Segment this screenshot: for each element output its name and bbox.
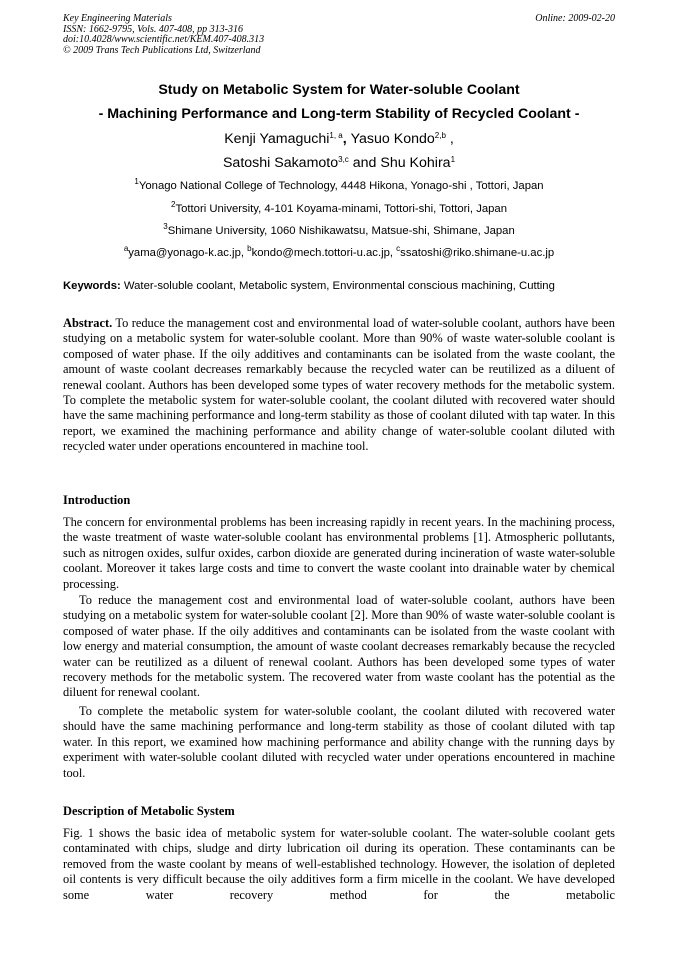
affiliation-sup: 1 bbox=[134, 177, 139, 186]
email-c: ssatoshi@riko.shimane-u.ac.jp bbox=[400, 247, 555, 259]
affiliation-text: Tottori University, 4-101 Koyama-minami, Tottori-shi, Tottori, Japan bbox=[175, 203, 507, 215]
author-name: Kenji Yamaguchi bbox=[224, 131, 330, 147]
keywords bbox=[63, 280, 623, 292]
authors-line-1 bbox=[40, 131, 638, 147]
author-emails bbox=[40, 244, 638, 259]
description-paragraph-1: Fig. 1 shows the basic idea of metabolic system for water-soluble coolant. The water-soluble coolant gets contaminated with chips, sludge and dirty lubrication oil during its operation. These contaminants can be removed from the waste coolant by means of well-established technology. However, the isolation of depleted oil contents is very difficult because the oily additives form a firm micelle in the coolant. We have developed some water recovery method for the metabolic bbox=[63, 826, 615, 902]
author-separator: and bbox=[348, 155, 381, 171]
affiliation-2 bbox=[40, 200, 638, 215]
introduction-paragraph-1: The concern for environmental problems has been increasing rapidly in recent years. In the machining process, the waste treatment of waste water-soluble coolant has environmental problems [1]. Atmospheric pollutants, such as nitrogen oxides, sulfur oxides, carbon dioxide are generated during incineration of waste water-soluble coolant. Moreover it takes large costs and time to convert the waste coolant into drainable water by chemical processing. bbox=[63, 515, 615, 591]
introduction-paragraph-2-text: To reduce the management cost and environmental load of water-soluble coolant, authors have been studying on a metabolic system for water-soluble coolant [2]. More than 90% of waste water-soluble coolant is composed of water phase. If the oily additives and contaminants can be isolated from the waste coolant with low energy and material consumption, the amount of waste coolant decreases remarkably because the recycled water can be reutilized as a diluent of renewal coolant. Authors has been developed some types of water recovery methods for the metabolic system. The recovered water from waste coolant has the potential as the diluent for renewal coolant. bbox=[63, 593, 615, 700]
paper-title: Study on Metabolic System for Water-soluble Coolant bbox=[158, 82, 520, 98]
online-date: Online: 2009-02-20 bbox=[535, 13, 615, 24]
author-affil-sup: 1, a bbox=[329, 131, 343, 140]
author-separator: , bbox=[342, 131, 351, 147]
affiliation-text: Shimane University, 1060 Nishikawatsu, Matsue-shi, Shimane, Japan bbox=[167, 225, 515, 237]
keywords-label: Keywords: bbox=[63, 280, 121, 292]
affiliation-sup: 3 bbox=[163, 222, 168, 231]
introduction-paragraph-3 bbox=[63, 704, 615, 781]
introduction-heading: Introduction bbox=[63, 493, 131, 507]
affiliation-3 bbox=[40, 222, 638, 237]
authors-line-2 bbox=[40, 155, 638, 171]
affiliation-1 bbox=[40, 177, 638, 192]
introduction-paragraph-2 bbox=[63, 593, 615, 701]
description-heading: Description of Metabolic System bbox=[63, 804, 235, 818]
doi-line: doi:10.4028/www.scientific.net/KEM.407-408.313 bbox=[63, 34, 265, 46]
author-affil-sup: 2,b bbox=[434, 131, 446, 140]
email-a: yama@yonago-k.ac.jp, bbox=[128, 247, 248, 259]
author-separator: , bbox=[445, 131, 454, 147]
author-name: Yasuo Kondo bbox=[350, 131, 435, 147]
copyright-line: © 2009 Trans Tech Publications Ltd, Switzerland bbox=[63, 44, 261, 56]
journal-header bbox=[63, 14, 615, 56]
author-name: Shu Kohira bbox=[380, 155, 451, 171]
author-affil-sup: 3,c bbox=[338, 155, 349, 164]
keywords-text: Water-soluble coolant, Metabolic system, Environmental conscious machining, Cutting bbox=[120, 280, 555, 292]
abstract-label: Abstract. bbox=[63, 316, 113, 330]
paper-subtitle: - Machining Performance and Long-term Stability of Recycled Coolant - bbox=[98, 106, 580, 122]
journal-name: Key Engineering Materials bbox=[63, 13, 172, 24]
email-sup: a bbox=[123, 244, 129, 253]
introduction-paragraph-3-text: To complete the metabolic system for water-soluble coolant, the coolant diluted with recovered water should have the same machining performance and long-term stability as those of coolant diluted with tap water. In this report, we examined how machining performance and ability change with the running days by experiment with water-soluble coolant diluted with recycled water under operations encountered in machine tool. bbox=[63, 704, 615, 780]
author-name: Satoshi Sakamoto bbox=[222, 155, 339, 171]
abstract bbox=[63, 316, 615, 455]
email-b: kondo@mech.tottori-u.ac.jp, bbox=[251, 247, 397, 259]
email-sup: b bbox=[247, 244, 252, 253]
issn-line: ISSN: 1662-9795, Vols. 407-408, pp 313-316 bbox=[63, 23, 243, 35]
affiliation-sup: 2 bbox=[171, 200, 176, 209]
email-sup: c bbox=[396, 244, 401, 253]
affiliation-text: Yonago National College of Technology, 4448 Hikona, Yonago-shi , Tottori, Japan bbox=[138, 180, 544, 192]
abstract-text: To reduce the management cost and environmental load of water-soluble coolant, authors have been studying on a metabolic system for water-soluble coolant. More than 90% of waste water-soluble coolant is composed of water phase. If the oily additives and contaminants can be isolated from the waste coolant, the amount of waste coolant decreases remarkably because the recycled water can be reutilized as a diluent of renewal coolant. Authors has been developed some types of water recovery methods for the metabolic system. To complete the metabolic system for water-soluble coolant, the coolant diluted with recovered water should have the same machining performance and long-term stability as those of coolant diluted with tap water. In this report, we examined the machining performance and ability change of water-soluble coolant diluted with recycled water under operations encountered in machine tool. bbox=[63, 316, 615, 454]
author-affil-sup: 1 bbox=[450, 155, 456, 164]
